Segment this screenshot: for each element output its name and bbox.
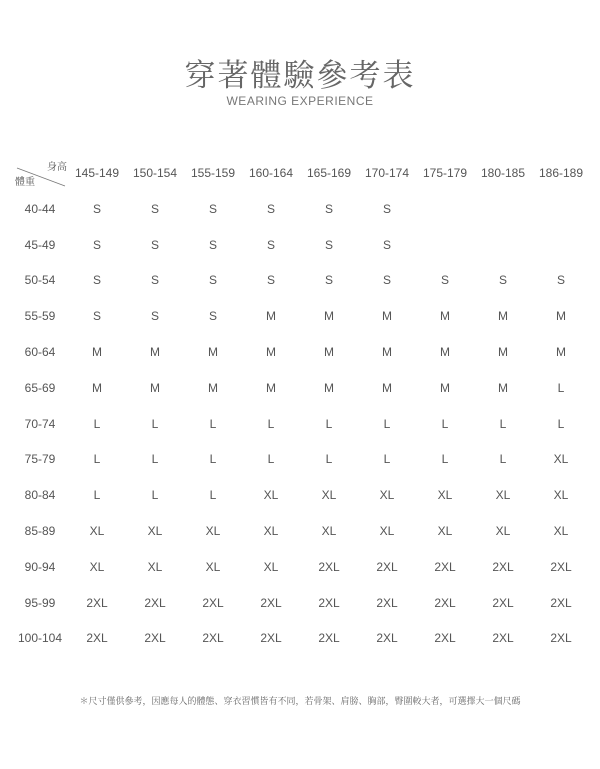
size-cell: 2XL xyxy=(318,559,340,574)
size-cell: L xyxy=(499,416,507,431)
size-cell: S xyxy=(556,273,565,288)
size-cell: 2XL xyxy=(260,595,282,610)
height-header-cell: 155-159 xyxy=(190,166,236,180)
weight-cell: 60-64 xyxy=(24,345,56,360)
height-header-cell: 186-189 xyxy=(538,166,584,180)
size-cell: XL xyxy=(553,452,569,467)
size-cell: XL xyxy=(553,488,569,503)
weight-cell: 65-69 xyxy=(24,380,56,395)
size-cell: XL xyxy=(263,524,279,539)
size-cell: L xyxy=(557,380,565,395)
table-row xyxy=(12,442,590,478)
size-cell: 2XL xyxy=(144,595,166,610)
size-cell: M xyxy=(556,309,566,324)
size-cell: M xyxy=(498,309,508,324)
size-cell: M xyxy=(266,345,276,360)
size-cell: L xyxy=(151,452,159,467)
size-cell: 2XL xyxy=(260,631,282,646)
size-cell: M xyxy=(498,345,508,360)
height-header-cell: 170-174 xyxy=(364,166,410,180)
size-cell: S xyxy=(266,237,275,252)
size-cell: XL xyxy=(495,488,511,503)
size-cell: S xyxy=(150,237,159,252)
size-cell: S xyxy=(92,237,101,252)
size-cell: L xyxy=(499,452,507,467)
size-cell: S xyxy=(208,201,217,216)
height-header-cell: 160-164 xyxy=(248,166,294,180)
size-cell xyxy=(532,227,590,263)
size-cell: XL xyxy=(263,488,279,503)
size-cell: S xyxy=(440,273,449,288)
height-header-cell: 175-179 xyxy=(422,166,468,180)
size-cell: L xyxy=(267,416,275,431)
size-cell: S xyxy=(382,237,391,252)
size-cell: L xyxy=(209,488,217,503)
size-cell: S xyxy=(382,273,391,288)
size-cell: M xyxy=(440,309,450,324)
weight-cell: 50-54 xyxy=(24,273,56,288)
size-cell: S xyxy=(150,309,159,324)
weight-cell: 95-99 xyxy=(24,595,56,610)
size-cell: 2XL xyxy=(144,631,166,646)
size-cell: XL xyxy=(379,488,395,503)
table-row xyxy=(12,406,590,442)
corner-height-label: 身高 xyxy=(47,162,67,173)
size-cell: XL xyxy=(437,488,453,503)
weight-cell: 70-74 xyxy=(24,416,56,431)
size-cell: S xyxy=(324,201,333,216)
size-cell: 2XL xyxy=(202,595,224,610)
size-cell: M xyxy=(556,345,566,360)
size-cell: 2XL xyxy=(492,595,514,610)
size-cell: 2XL xyxy=(86,595,108,610)
size-cell: M xyxy=(440,345,450,360)
weight-cell: 40-44 xyxy=(24,201,56,216)
size-cell: M xyxy=(266,380,276,395)
size-cell: M xyxy=(150,345,160,360)
size-cell: S xyxy=(266,273,275,288)
size-cell: L xyxy=(325,452,333,467)
size-cell: 2XL xyxy=(434,559,456,574)
size-cell: M xyxy=(324,345,334,360)
header-row xyxy=(12,155,590,191)
size-cell: S xyxy=(266,201,275,216)
size-cell: 2XL xyxy=(318,595,340,610)
weight-cell: 80-84 xyxy=(24,488,56,503)
size-cell: XL xyxy=(321,488,337,503)
size-cell: L xyxy=(209,452,217,467)
table-body xyxy=(12,191,590,656)
size-cell: 2XL xyxy=(550,631,572,646)
size-cell: M xyxy=(382,345,392,360)
size-cell: M xyxy=(382,309,392,324)
weight-cell: 100-104 xyxy=(17,631,63,646)
size-cell: XL xyxy=(205,524,221,539)
size-cell: M xyxy=(92,345,102,360)
size-cell: L xyxy=(209,416,217,431)
height-header-cell: 145-149 xyxy=(74,166,120,180)
size-cell: S xyxy=(208,309,217,324)
size-cell: L xyxy=(383,452,391,467)
size-cell: 2XL xyxy=(376,559,398,574)
size-cell: L xyxy=(151,416,159,431)
size-cell: S xyxy=(324,237,333,252)
size-cell: L xyxy=(383,416,391,431)
size-cell: L xyxy=(151,488,159,503)
size-cell: XL xyxy=(89,559,105,574)
size-cell: M xyxy=(208,345,218,360)
size-cell: XL xyxy=(379,524,395,539)
size-cell: XL xyxy=(205,559,221,574)
size-cell: 2XL xyxy=(492,631,514,646)
size-cell: M xyxy=(92,380,102,395)
table-row xyxy=(12,334,590,370)
weight-cell: 45-49 xyxy=(24,237,56,252)
size-cell: XL xyxy=(553,524,569,539)
table-row xyxy=(12,621,590,657)
size-cell: S xyxy=(150,201,159,216)
table-row xyxy=(12,513,590,549)
size-cell: S xyxy=(92,201,101,216)
table-row xyxy=(12,477,590,513)
height-header-cell: 150-154 xyxy=(132,166,178,180)
table-row xyxy=(12,227,590,263)
size-cell: 2XL xyxy=(434,631,456,646)
size-cell: S xyxy=(324,273,333,288)
size-cell: M xyxy=(324,380,334,395)
size-cell: L xyxy=(325,416,333,431)
size-cell: 2XL xyxy=(434,595,456,610)
table-row xyxy=(12,263,590,299)
size-cell: S xyxy=(208,237,217,252)
size-cell: L xyxy=(93,488,101,503)
size-cell: 2XL xyxy=(492,559,514,574)
size-cell: M xyxy=(498,380,508,395)
size-cell: M xyxy=(382,380,392,395)
size-cell: S xyxy=(498,273,507,288)
size-cell: M xyxy=(208,380,218,395)
height-header-cell: 180-185 xyxy=(480,166,526,180)
size-cell: L xyxy=(267,452,275,467)
size-cell xyxy=(416,191,474,227)
page-title: 穿著體驗參考表 xyxy=(184,58,416,94)
size-cell xyxy=(474,191,532,227)
size-cell: XL xyxy=(263,559,279,574)
size-cell: M xyxy=(266,309,276,324)
size-cell xyxy=(474,227,532,263)
size-cell: S xyxy=(208,273,217,288)
table-row xyxy=(12,585,590,621)
size-cell: 2XL xyxy=(86,631,108,646)
size-cell: L xyxy=(441,416,449,431)
size-cell: L xyxy=(441,452,449,467)
weight-cell: 55-59 xyxy=(24,309,56,324)
size-cell: XL xyxy=(495,524,511,539)
size-cell xyxy=(532,191,590,227)
size-chart-table xyxy=(12,155,590,656)
size-cell: 2XL xyxy=(550,559,572,574)
size-cell: L xyxy=(93,416,101,431)
size-cell: 2XL xyxy=(376,631,398,646)
size-cell: XL xyxy=(321,524,337,539)
size-cell: M xyxy=(324,309,334,324)
size-cell: 2XL xyxy=(318,631,340,646)
table-row xyxy=(12,191,590,227)
size-cell: M xyxy=(150,380,160,395)
size-cell: XL xyxy=(147,524,163,539)
size-cell: S xyxy=(92,273,101,288)
height-header-cell: 165-169 xyxy=(306,166,352,180)
size-cell: S xyxy=(382,201,391,216)
size-cell: L xyxy=(557,416,565,431)
size-cell: XL xyxy=(437,524,453,539)
weight-cell: 90-94 xyxy=(24,559,56,574)
size-cell: 2XL xyxy=(376,595,398,610)
size-cell: M xyxy=(440,380,450,395)
corner-cell xyxy=(12,155,68,191)
weight-cell: 75-79 xyxy=(24,452,56,467)
page-subtitle: WEARING EXPERIENCE xyxy=(226,94,374,108)
size-cell: XL xyxy=(147,559,163,574)
weight-cell: 85-89 xyxy=(24,524,56,539)
footnote: ＊尺寸僅供參考，因應每人的體態、穿衣習慣皆有不同，若骨架、肩膀、胸部，臀圍較大者，可選擇大一個尺碼 xyxy=(79,697,521,707)
table-row xyxy=(12,298,590,334)
size-cell: 2XL xyxy=(550,595,572,610)
table-row xyxy=(12,370,590,406)
size-cell: XL xyxy=(89,524,105,539)
table-row xyxy=(12,549,590,585)
size-cell xyxy=(416,227,474,263)
size-cell: 2XL xyxy=(202,631,224,646)
size-cell: S xyxy=(150,273,159,288)
corner-weight-label: 體重 xyxy=(15,177,35,188)
size-cell: S xyxy=(92,309,101,324)
size-cell: L xyxy=(93,452,101,467)
